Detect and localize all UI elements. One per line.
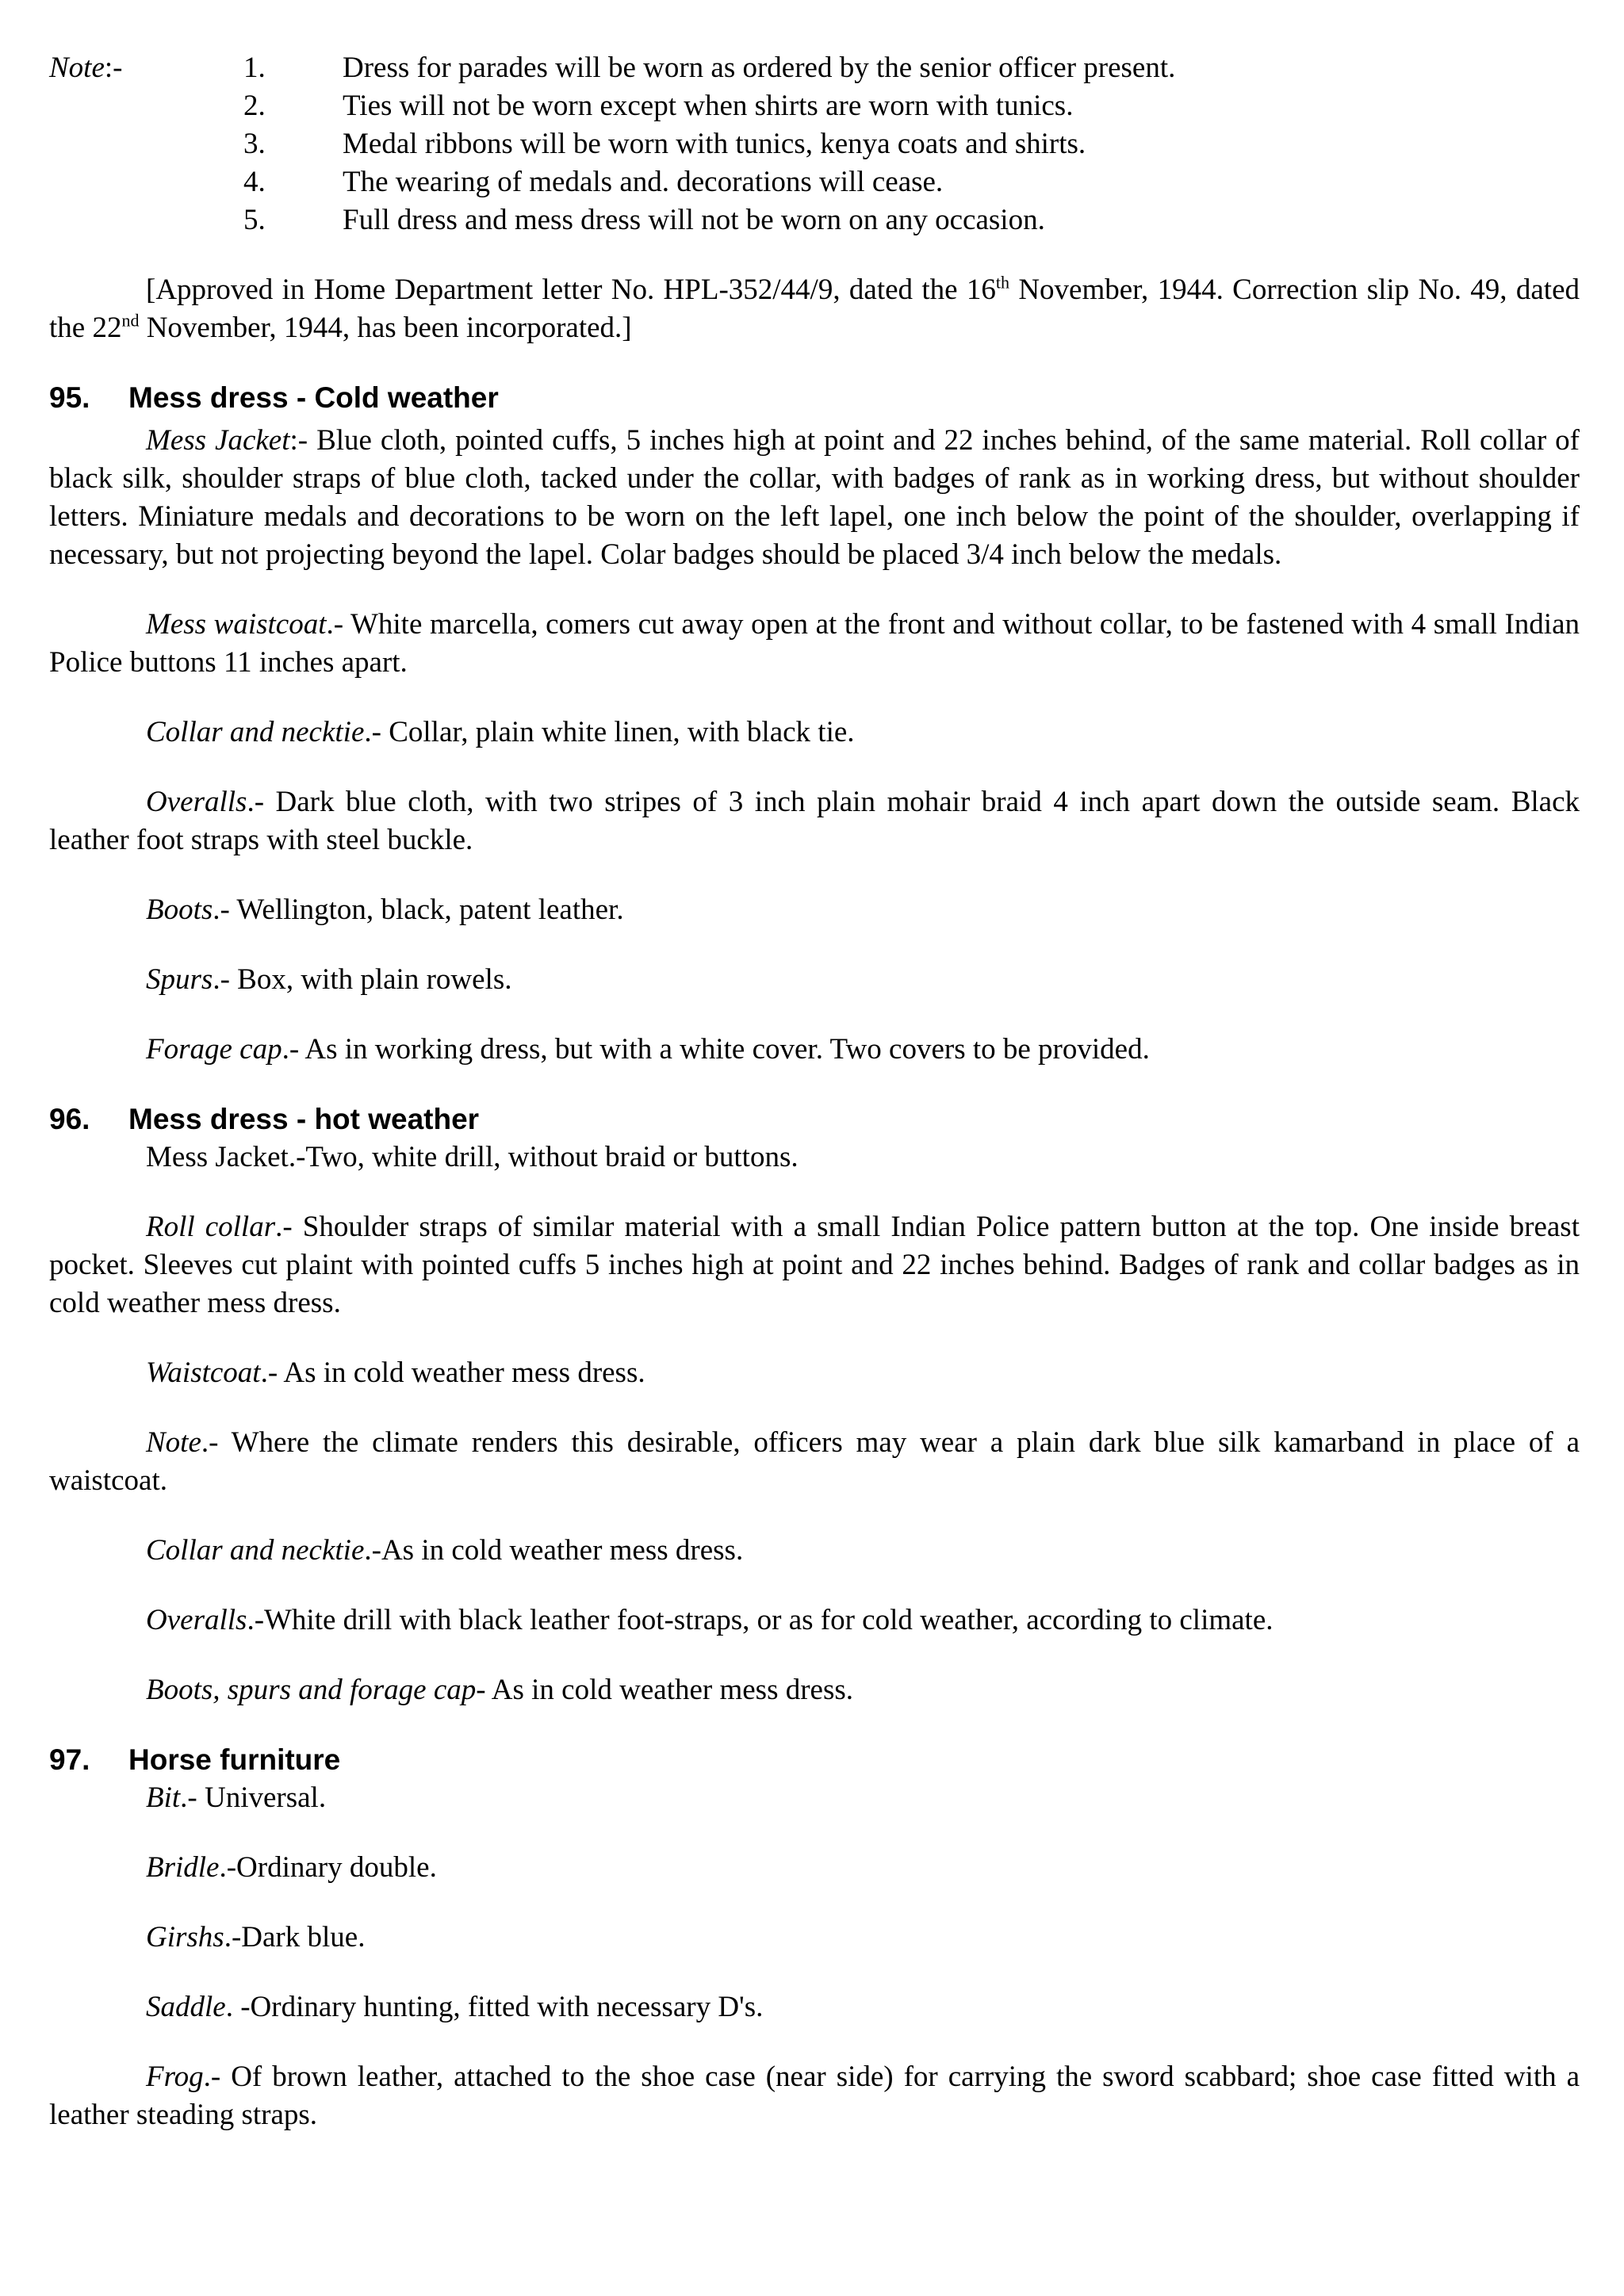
paragraph: Note.- Where the climate renders this desirable, officers may wear a plain dark blue silk kamarband in place of a waistcoat. bbox=[49, 1426, 1580, 1497]
note-number: 2. bbox=[243, 90, 266, 122]
note-number: 5. bbox=[243, 204, 266, 236]
paragraph: Girshs.-Dark blue. bbox=[146, 1921, 366, 1954]
paragraph: Roll collar.- Shoulder straps of similar material with a small Indian Police pattern button at the top. One inside breast pocket. Sleeves cut plaint with pointed cuffs 5 inches high at point and 22 inches behind. Badges of rank and collar badges as in cold weather mess dress. bbox=[49, 1211, 1580, 1319]
section-heading: 95. Mess dress - Cold weather bbox=[49, 381, 499, 414]
paragraph: Overalls.-White drill with black leather foot-straps, or as for cold weather, according to climate. bbox=[146, 1604, 1274, 1636]
note-number: 4. bbox=[243, 166, 266, 198]
section-heading: 96. Mess dress - hot weather bbox=[49, 1103, 480, 1135]
approval-paragraph: [Approved in Home Department letter No. HPL-352/44/9, dated the 16th November, 1944. Correction slip No. 49, dated the 22nd November, 1944, has been incorporated.] bbox=[49, 272, 1580, 344]
note-item: Medal ribbons will be worn with tunics, kenya coats and shirts. bbox=[343, 128, 1086, 160]
note-item: The wearing of medals and. decorations will cease. bbox=[343, 166, 944, 198]
paragraph: Boots, spurs and forage cap- As in cold weather mess dress. bbox=[146, 1674, 854, 1706]
paragraph: Overalls.- Dark blue cloth, with two stripes of 3 inch plain mohair braid 4 inch apart down the outside seam. Black leather foot straps with steel buckle. bbox=[49, 786, 1580, 856]
note-item: Ties will not be worn except when shirts are worn with tunics. bbox=[343, 90, 1074, 122]
section-96 bbox=[49, 1100, 1580, 1709]
note-label: Note:- bbox=[49, 52, 123, 84]
paragraph: Saddle. -Ordinary hunting, fitted with necessary D's. bbox=[146, 1991, 764, 2023]
paragraph: Boots.- Wellington, black, patent leather. bbox=[146, 894, 624, 926]
note-item: Full dress and mess dress will not be worn on any occasion. bbox=[343, 204, 1045, 236]
paragraph: Bridle.-Ordinary double. bbox=[146, 1851, 437, 1884]
paragraph: Collar and necktie.-As in cold weather mess dress. bbox=[146, 1534, 744, 1567]
section-95 bbox=[49, 379, 1580, 1069]
section-97 bbox=[49, 1741, 1580, 2134]
paragraph: Frog.- Of brown leather, attached to the shoe case (near side) for carrying the sword scabbard; shoe case fitted with a leather steading straps. bbox=[49, 2061, 1580, 2131]
paragraph: Waistcoat.- As in cold weather mess dress. bbox=[146, 1357, 645, 1389]
paragraph: Mess Jacket:- Blue cloth, pointed cuffs, 5 inches high at point and 22 inches behind, of the same material. Roll collar of black silk, shoulder straps of blue cloth, tacked under the collar, with badges of rank as in working dress, but without shoulder letters. Miniature medals and decorations to be worn on the left lapel, one inch below the point of the shoulder, overlapping if necessary, but not projecting beyond the lapel. Colar badges should be placed 3/4 inch below the medals. bbox=[49, 424, 1580, 571]
section-heading: 97. Horse furniture bbox=[49, 1743, 341, 1776]
note-item: Dress for parades will be worn as ordered by the senior officer present. bbox=[343, 52, 1176, 84]
paragraph: Collar and necktie.- Collar, plain white linen, with black tie. bbox=[146, 716, 855, 748]
paragraph: Mess Jacket.-Two, white drill, without braid or buttons. bbox=[146, 1141, 799, 1173]
note-list bbox=[49, 49, 1580, 239]
paragraph: Forage cap.- As in working dress, but with a white cover. Two covers to be provided. bbox=[146, 1033, 1150, 1066]
paragraph: Spurs.- Box, with plain rowels. bbox=[146, 963, 512, 996]
paragraph: Bit.- Universal. bbox=[146, 1781, 327, 1814]
note-number: 1. bbox=[243, 52, 266, 84]
paragraph: Mess waistcoat.- White marcella, comers cut away open at the front and without collar, to be fastened with 4 small Indian Police buttons 11 inches apart. bbox=[49, 608, 1580, 679]
note-number: 3. bbox=[243, 128, 266, 160]
